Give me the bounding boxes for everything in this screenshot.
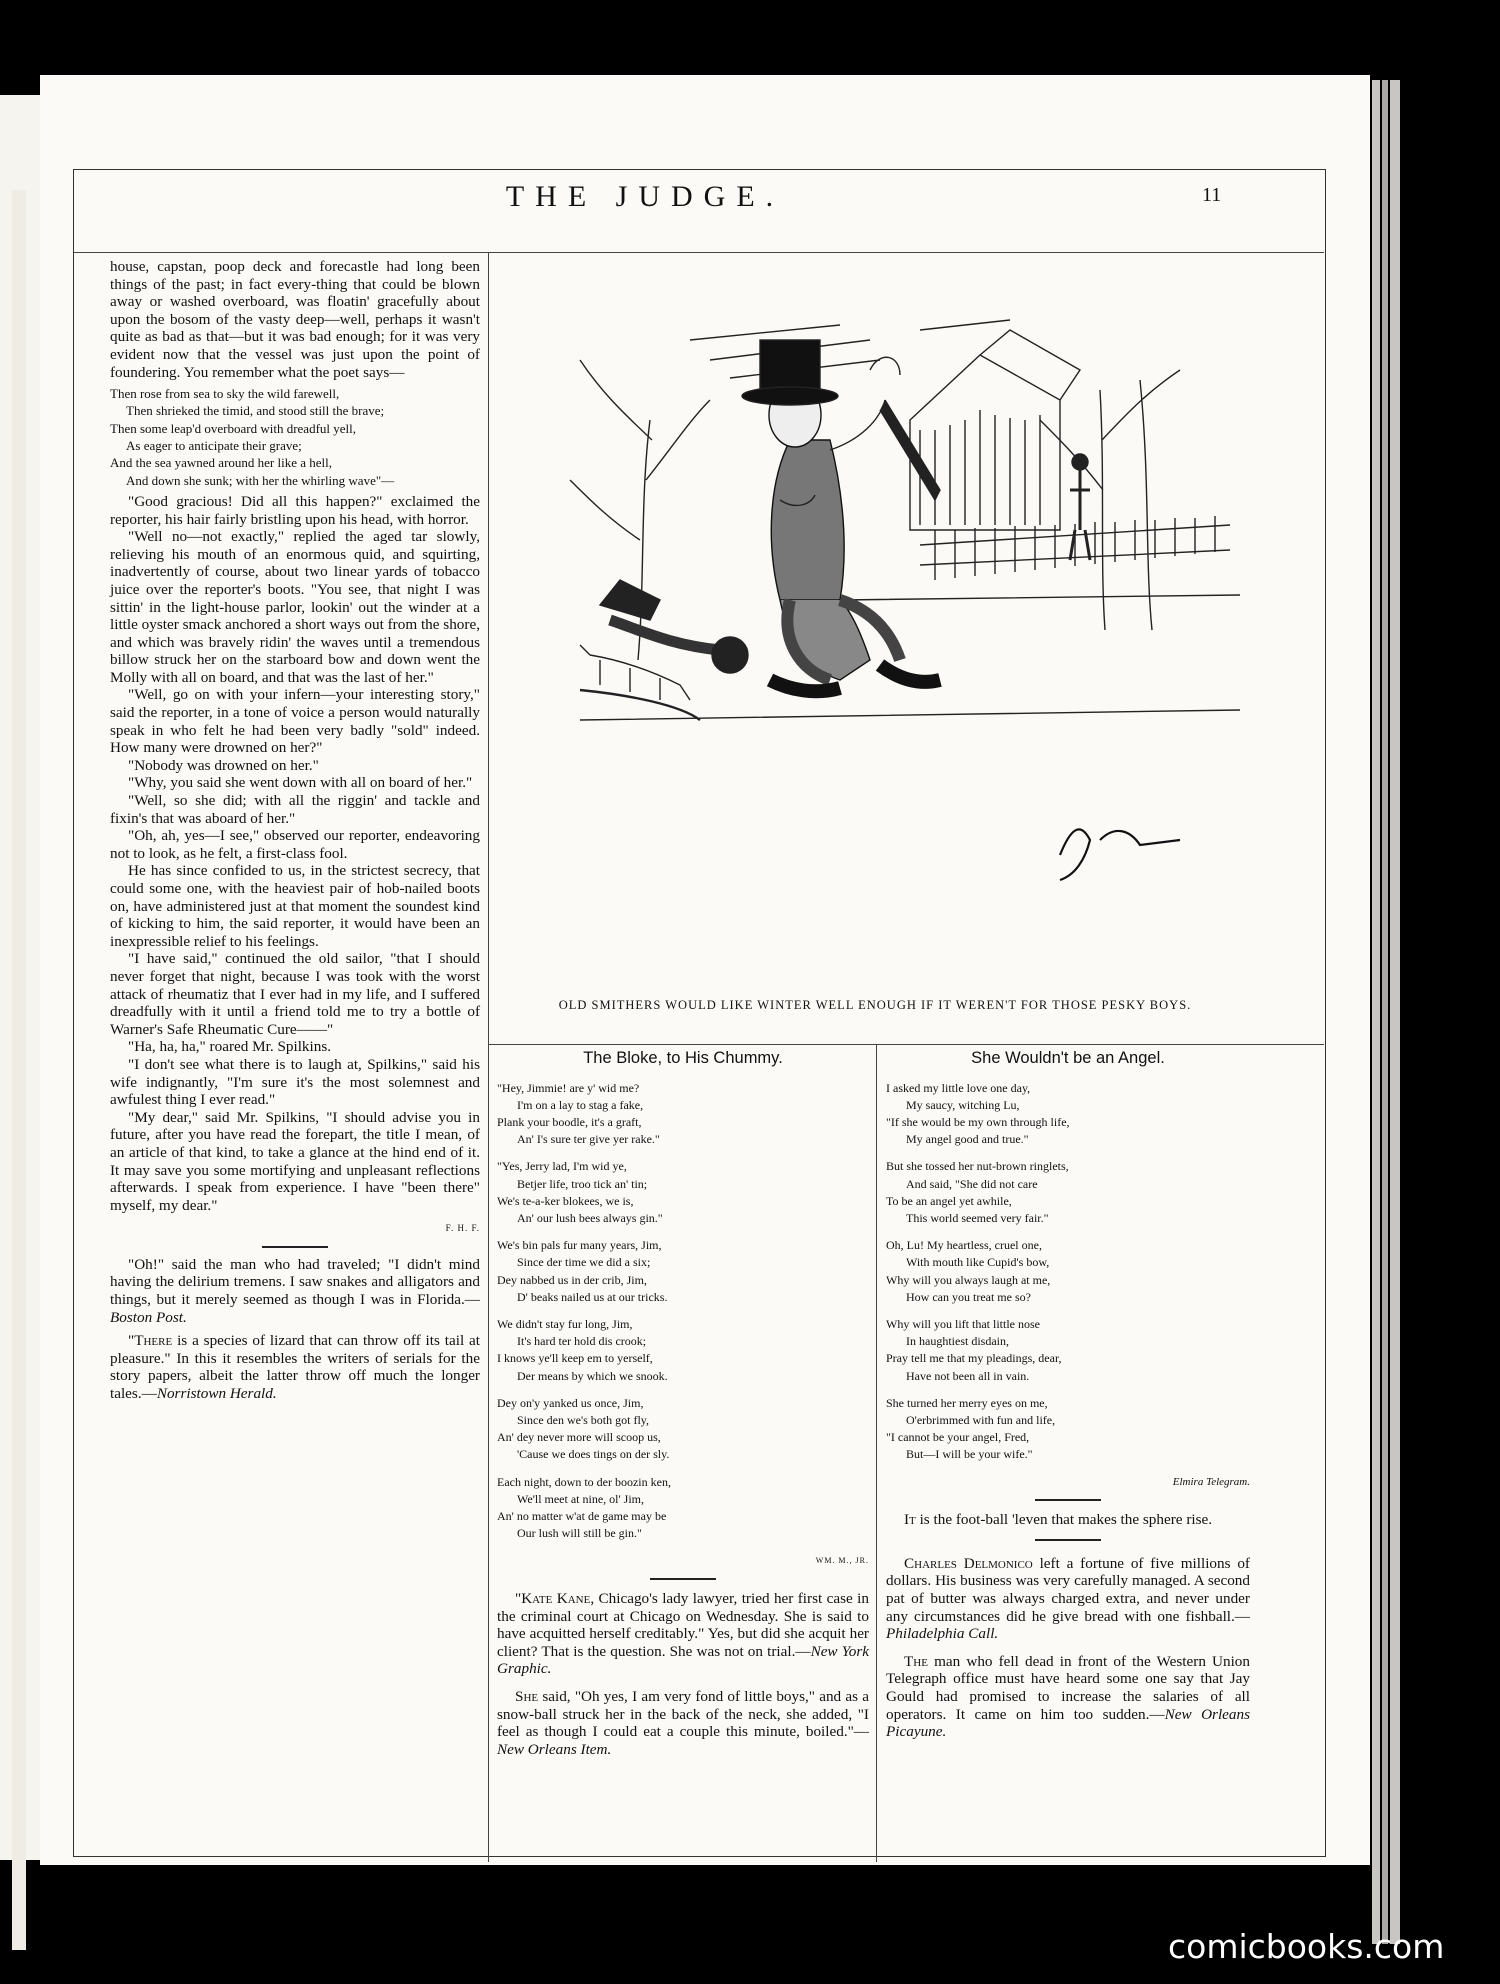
cartoon-illustration	[540, 300, 1260, 990]
poem-column	[886, 1050, 1250, 1741]
poem-line: An' no matter w'at de game may be	[497, 1509, 667, 1524]
paragraph: "I have said," continued the old sailor, "that I should never forget that night, because I was took with the worst attack of rheumatiz that I ever had in my life, and I suffered dreadfully with it until a friend told me to try a bottle of Warner's Safe Rheumatic Cure——"	[110, 950, 480, 1038]
poem-line: Have not been all in vain.	[906, 1368, 1030, 1383]
poem-line: How can you treat me so?	[906, 1289, 1031, 1304]
poem-stanza	[886, 1237, 1250, 1306]
poem-line: O'erbrimmed with fun and life,	[906, 1413, 1056, 1428]
poem-line: Why will you lift that little nose	[886, 1317, 1040, 1332]
poem-line: In haughtiest disdain,	[906, 1334, 1009, 1349]
poem-line: Betjer life, troo tick an' tin;	[517, 1176, 648, 1191]
paragraph: "Why, you said she went down with all on board of her."	[128, 774, 473, 792]
paragraph: "Kate Kane, Chicago's lady lawyer, tried her first case in the criminal court at Chicago on Wednesday. She is said to have acquitted herself creditably." Yes, but did she acquit her client? That is the question. She was not on trial.—New York Graphic.	[497, 1590, 869, 1678]
poem-line: Plank your boodle, it's a graft,	[497, 1115, 642, 1129]
poem-stanza	[497, 1316, 869, 1385]
poem-stanza	[886, 1158, 1250, 1227]
poem-line: And said, "She did not care	[906, 1176, 1038, 1191]
paragraph: "Well, so she did; with all the riggin' and tackle and fixin's that was aboard of her."	[110, 792, 480, 827]
poem-stanza	[497, 1474, 869, 1543]
column-divider	[488, 252, 489, 1862]
illustration-caption: OLD SMITHERS WOULD LIKE WINTER WELL ENOUGH IF IT WEREN'T FOR THOSE PESKY BOYS.	[558, 998, 1192, 1012]
paragraph: He has since confided to us, in the strictest secrecy, that could some one, with the heaviest pair of hob-nailed boots on, have administered just at that moment the soundest kind of kicking to him, the said reporter, it would have been an inexpressible relief to his feelings.	[110, 862, 480, 950]
verse-quote: Then rose from sea to sky the wild farewell, Then shrieked the timid, and stood still the brave; Then some leap'd overboard with dreadful yell, As eager to anticipate their grave; And the sea yawned around her like a hell, And down she sunk; with her the whirling wave"—	[110, 386, 395, 488]
poem-line: It's hard ter hold dis crook;	[517, 1334, 647, 1349]
poem-line: But she tossed her nut-brown ringlets,	[886, 1159, 1069, 1174]
poem-line: Since den we's both got fly,	[517, 1413, 650, 1428]
poem	[886, 1080, 1250, 1464]
header-rule	[74, 252, 1324, 253]
poem-title: The Bloke, to His Chummy.	[583, 1049, 783, 1067]
poem-stanza	[497, 1080, 869, 1149]
author-initials: F. H. F.	[445, 1223, 480, 1234]
poem-column	[497, 1050, 869, 1758]
poem-line: Pray tell me that my pleadings, dear,	[886, 1351, 1062, 1366]
paragraph: "Well no—not exactly," replied the aged tar slowly, relieving his mouth of an enormous quid, and squirting, inadvertently of course, about two linear yards of tobacco juice over the reporter's boots. "You see, that night I was sittin' in the light-house parlor, lookin' out the winder at a little oyster smack anchored a short ways out from the shore, and which was bravely ridin' the waves until a tremendous billow struck her on the starboard bow and down went the Molly with all on board, and that was the last of her."	[110, 528, 480, 686]
poem-line: To be an angel yet awhile,	[886, 1193, 1012, 1208]
paragraph: The man who fell dead in front of the Western Union Telegraph office must have heard some one say that Jay Gould had promised to increase the salaries of all operators. It came on him too sudden.—New Orleans Picayune.	[886, 1652, 1251, 1741]
poem-line: We'll meet at nine, ol' Jim,	[517, 1491, 644, 1506]
separator-rule	[650, 1578, 716, 1580]
paragraph: She said, "Oh yes, I am very fond of little boys," and as a snow-ball struck her in the back of the neck, she added, "I feel as though I could eat a couple this minute, boiled."—New Orleans Item.	[497, 1688, 869, 1758]
page-edge	[1390, 80, 1400, 1944]
article-column	[110, 258, 480, 1403]
paragraph: "My dear," said Mr. Spilkins, "I should advise you in future, after you have read the forepart, the title I mean, of an article of that kind, to take a glance at the hind end of it. It may save you some mortifying and unpleasant reflections afterwards. I speak from experience. I have "been there" myself, my dear."	[110, 1108, 480, 1214]
poem-line: "Yes, Jerry lad, I'm wid ye,	[497, 1159, 627, 1174]
poem-attribution: Elmira Telegram.	[1172, 1475, 1250, 1488]
watermark-text: comicbooks.com	[1168, 1927, 1445, 1966]
paragraph: "Ha, ha, ha," roared Mr. Spilkins.	[128, 1038, 332, 1056]
poem-line: Since der time we did a six;	[517, 1255, 651, 1270]
poem-line: "I cannot be your angel, Fred,	[886, 1430, 1030, 1445]
poem-line: I knows ye'll keep em to yerself,	[497, 1351, 653, 1366]
poem-line: Why will you always laugh at me,	[886, 1272, 1051, 1287]
paragraph: "Nobody was drowned on her."	[128, 756, 319, 774]
poem-line: I asked my little love one day,	[886, 1080, 1031, 1095]
poem-line: Our lush will still be gin."	[517, 1526, 642, 1541]
poem-stanza	[886, 1395, 1250, 1464]
poem-line: We's bin pals fur many years, Jim,	[497, 1238, 662, 1253]
paragraph: Charles Delmonico left a fortune of five millions of dollars. His business was very carefully managed. A second pat of butter was always charged extra, and never under any circumstances did he give bread with one fishball.—Philadelphia Call.	[886, 1554, 1250, 1643]
poem-title: She Wouldn't be an Angel.	[971, 1049, 1165, 1067]
poem-stanza	[497, 1237, 869, 1306]
poem-stanza	[497, 1395, 869, 1464]
poem-attribution: WM. M., JR.	[815, 1556, 869, 1566]
poem-line: Der means by which we snook.	[517, 1368, 668, 1383]
poem-line: With mouth like Cupid's bow,	[906, 1255, 1050, 1270]
caption-rule	[488, 1044, 1324, 1045]
separator-rule	[1035, 1499, 1101, 1501]
poem-line: D' beaks nailed us at our tricks.	[517, 1289, 668, 1304]
poem	[497, 1080, 869, 1543]
poem-line: We didn't stay fur long, Jim,	[497, 1317, 633, 1332]
poem-line: An' I's sure ter give yer rake."	[517, 1132, 660, 1147]
poem-stanza	[886, 1316, 1250, 1385]
paragraph: "Oh, ah, yes—I see," observed our reporter, endeavoring not to look, as he felt, a first-class fool.	[110, 827, 480, 862]
page-title: THE JUDGE.	[505, 180, 785, 213]
column-divider	[876, 1044, 877, 1862]
separator-rule	[1035, 1539, 1101, 1541]
poem-line: I'm on a lay to stag a fake,	[517, 1097, 644, 1112]
poem-line: "Hey, Jimmie! are y' wid me?	[497, 1080, 640, 1095]
left-page-edge	[0, 95, 40, 1860]
page-number: 11	[1202, 184, 1222, 206]
paragraph: "Oh!" said the man who had traveled; "I didn't mind having the delirium tremens. I saw snakes and alligators and things, but it merely seemed as though I was in Florida.—Boston Post.	[110, 1255, 480, 1326]
page-edge	[1372, 80, 1380, 1944]
page-edge	[1382, 80, 1388, 1944]
poem-line: An' our lush bees always gin."	[517, 1211, 663, 1226]
poem-line: She turned her merry eyes on me,	[886, 1395, 1048, 1410]
poem-line: Dey nabbed us in der crib, Jim,	[497, 1272, 647, 1287]
poem-line: This world seemed very fair."	[906, 1211, 1049, 1226]
poem-line: "If she would be my own through life,	[886, 1115, 1070, 1129]
artist-signature	[1060, 829, 1180, 880]
poem-line: My angel good and true."	[906, 1132, 1029, 1147]
poem-line: But—I will be your wife."	[906, 1447, 1033, 1462]
poem-line: 'Cause we does tings on der sly.	[517, 1447, 670, 1462]
paragraph: It is the foot-ball 'leven that makes the sphere rise.	[904, 1511, 1213, 1529]
paragraph: "There is a species of lizard that can throw off its tail at pleasure." In this it resembles the writers of serials for the story papers, albeit the latter throw off much the longer tales.—Norristown Herald.	[110, 1332, 480, 1403]
paragraph: house, capstan, poop deck and forecastle had long been things of the past; in fact every-thing that could be blown away or washed overboard, was floatin' gracefully about upon the bosom of the vasty deep—well, perhaps it wasn't quite as bad as that—but it was bad enough; for it was very evident now that the vessel was just upon the point of foundering. You remember what the poet says—	[110, 258, 480, 381]
poem-line: Dey on'y yanked us once, Jim,	[497, 1395, 644, 1410]
poem-line: An' dey never more will scoop us,	[497, 1430, 661, 1445]
poem-line: Oh, Lu! My heartless, cruel one,	[886, 1238, 1042, 1253]
paragraph: "Well, go on with your infern—your interesting story," said the reporter, in a tone of voice a person would naturally speak in who felt he had been very badly "sold" indeed. How many were drowned on her?"	[110, 686, 480, 757]
poem-stanza	[497, 1158, 869, 1227]
poem-line: Each night, down to der boozin ken,	[497, 1474, 671, 1489]
poem-line: We's te-a-ker blokees, we is,	[497, 1193, 634, 1208]
paragraph: "I don't see what there is to laugh at, Spilkins," said his wife indignantly, "I'm sure it's the most solemnest and awfulest thing I ever read."	[110, 1055, 480, 1109]
paragraph: "Good gracious! Did all this happen?" exclaimed the reporter, his hair fairly bristling upon his head, with horror.	[110, 492, 480, 528]
separator-rule	[262, 1246, 328, 1248]
poem-stanza	[886, 1080, 1250, 1149]
poem-line: My saucy, witching Lu,	[906, 1097, 1020, 1112]
